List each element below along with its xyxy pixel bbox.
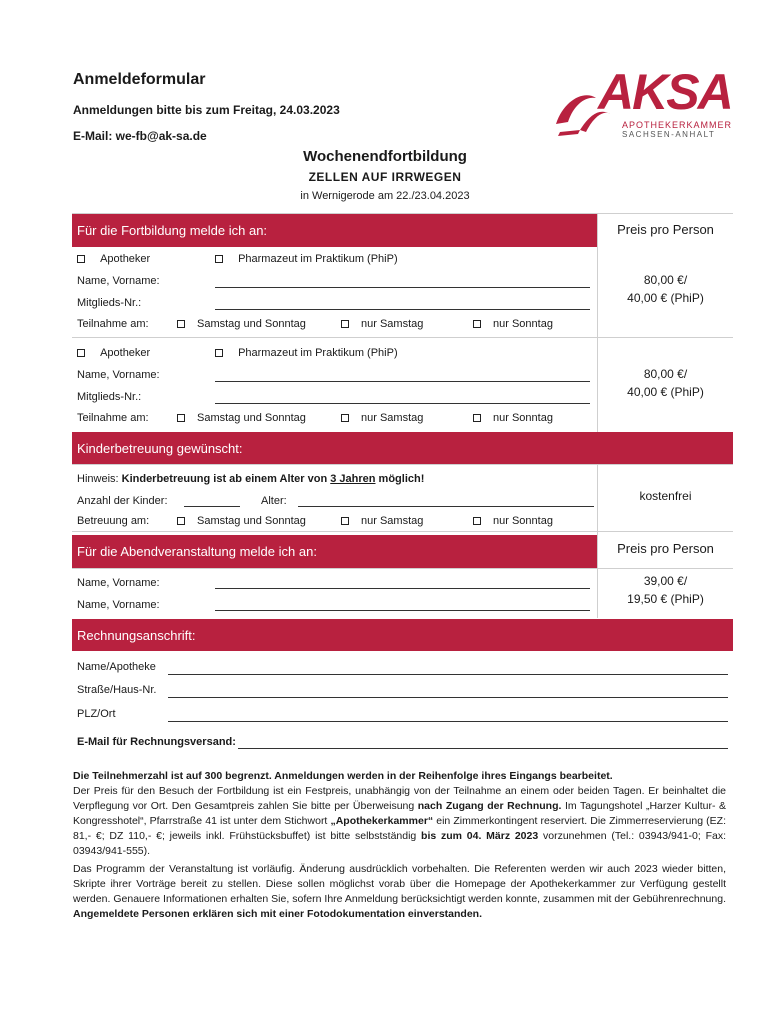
option-sun-label: nur Sonntag [493, 318, 553, 330]
billing-name-label: Name/Apotheke [77, 661, 156, 673]
option-both-label: Samstag und Sonntag [197, 412, 306, 424]
notes-paragraph-2 [73, 862, 726, 922]
hint-prefix: Hinweis: [77, 473, 122, 485]
option-both-label: Samstag und Sonntag [197, 318, 306, 330]
participant-2-type [77, 347, 150, 359]
section-kinder-title: Kinderbetreuung gewünscht: [77, 440, 243, 456]
checkbox-care-sun[interactable] [473, 517, 481, 525]
abend-name-label-2: Name, Vorname: [77, 599, 160, 611]
attend-row-1 [77, 318, 597, 330]
participant-1-type [77, 253, 150, 265]
notes-text: Im Tagungshotel „Harzer Kultur- & Kongresshotel“, Pfarrstraße 41 ist unter dem Stichwort [73, 800, 726, 827]
section-abend-title: Für die Abendveranstaltung melde ich an: [77, 544, 317, 559]
notes-text: ein Zimmerkontingent reserviert. Die Zimmerreservierung (EZ: 81,- €; DZ 110,- €; jeweils inkl. Frühstücksbuffet) ist bitte selbstständig [73, 815, 726, 842]
hint-bold: Kinderbetreuung ist ab einem Alter von [121, 473, 331, 485]
notes-bold: nach Zugang der Rechnung. [417, 800, 562, 812]
section-rechnung-title: Rechnungsanschrift: [77, 627, 196, 643]
price-fortbildung-2 [598, 365, 733, 401]
aksa-logo [550, 64, 735, 142]
attend-row-2 [77, 412, 597, 424]
section-fortbildung-title: Für die Fortbildung melde ich an: [77, 223, 268, 238]
option-sun-label: nur Sonntag [493, 412, 553, 424]
price-kinder: kostenfrei [639, 489, 692, 503]
checkbox-care-sat[interactable] [341, 517, 349, 525]
checkbox-phip-2[interactable] [215, 349, 223, 357]
section-rechnung-header [72, 619, 733, 651]
event-subtitle: ZELLEN AUF IRRWEGEN [308, 170, 462, 184]
checkbox-phip-1[interactable] [215, 255, 223, 263]
billing-city-field[interactable] [168, 721, 728, 722]
option-apotheker-label: Apotheker [100, 347, 151, 359]
option-both-label: Samstag und Sonntag [197, 515, 306, 527]
checkbox-apotheker-2[interactable] [77, 349, 85, 357]
price-line2: 40,00 € (PhiP) [627, 291, 704, 305]
logo-wordmark: AKSA [598, 64, 732, 120]
section-abend-header [72, 535, 597, 568]
price-header-abend: Preis pro Person [617, 541, 714, 556]
participant-2-phip [215, 347, 398, 359]
children-count-field[interactable] [184, 506, 240, 507]
option-apotheker-label: Apotheker [100, 253, 151, 265]
member-field-2[interactable] [215, 403, 590, 404]
name-field-2[interactable] [215, 381, 590, 382]
table-rule [72, 337, 733, 338]
checkbox-both-1[interactable] [177, 320, 185, 328]
table-rule [72, 464, 733, 465]
billing-email-label: E-Mail für Rechnungsversand: [77, 736, 236, 748]
billing-street-field[interactable] [168, 697, 728, 698]
checkbox-sat-1[interactable] [341, 320, 349, 328]
option-phip-label: Pharmazeut im Praktikum (PhiP) [238, 347, 398, 359]
price-header: Preis pro Person [617, 222, 714, 237]
option-sat-label: nur Samstag [361, 515, 424, 527]
checkbox-sun-1[interactable] [473, 320, 481, 328]
option-sat-label: nur Samstag [361, 318, 424, 330]
name-label-1: Name, Vorname: [77, 275, 160, 287]
logo-line2: SACHSEN-ANHALT [622, 130, 716, 139]
price-line1: 39,00 €/ [643, 574, 688, 588]
notes-bold: bis zum 04. März 2023 [421, 830, 539, 842]
table-rule [72, 531, 733, 532]
section-fortbildung-header [72, 214, 597, 247]
checkbox-both-2[interactable] [177, 414, 185, 422]
option-phip-label: Pharmazeut im Praktikum (PhiP) [238, 253, 398, 265]
price-fortbildung-1 [598, 271, 733, 307]
price-line1: 80,00 €/ [643, 367, 688, 381]
children-age-label: Alter: [261, 495, 287, 507]
price-line2: 40,00 € (PhiP) [627, 385, 704, 399]
logo-line1: APOTHEKERKAMMER [622, 120, 733, 130]
attend-label: Teilnahme am: [77, 412, 149, 424]
children-age-field[interactable] [298, 506, 594, 507]
hint-suffix: möglich! [375, 473, 425, 485]
checkbox-apotheker-1[interactable] [77, 255, 85, 263]
billing-name-field[interactable] [168, 674, 728, 675]
notes-text: Das Programm der Veranstaltung ist vorläufig. Änderung ausdrücklich vorbehalten. Die Referenten werden wir auch 2023 wieder bitten, Skripte ihrer Vorträge bereit zu stellen. Diese sollen möglichst vorab über die Homepage der Apothekerkammer zur Verfügung gestellt werden. Genauere Informationen erhalten Sie, sofern Ihre Anmeldung berücksichtigt werden konnte, zusammen mit der Gebührenrechnung. [73, 863, 726, 905]
notes-paragraph-1 [73, 769, 726, 859]
kinder-hint [77, 473, 424, 485]
price-line2: 19,50 € (PhiP) [627, 592, 704, 606]
participant-1-phip [215, 253, 398, 265]
price-abend [598, 572, 733, 608]
name-label-2: Name, Vorname: [77, 369, 160, 381]
checkbox-sat-2[interactable] [341, 414, 349, 422]
contact-email: E-Mail: we-fb@ak-sa.de [73, 129, 207, 143]
notes-text: Der Preis für den Besuch der Fortbildung ist ein Festpreis, unabhängig von der Teilnahme an einem oder beiden Tagen. Er beinhaltet die Verpflegung vor Ort. Den Gesamtpreis zahlen Sie bitte per Überweisung [73, 785, 726, 812]
member-label-2: Mitglieds-Nr.: [77, 391, 142, 403]
name-field-1[interactable] [215, 287, 590, 288]
abend-name-label-1: Name, Vorname: [77, 577, 160, 589]
member-field-1[interactable] [215, 309, 590, 310]
abend-name-field-1[interactable] [215, 588, 590, 589]
care-row [77, 515, 597, 527]
event-location: in Wernigerode am 22./23.04.2023 [300, 190, 470, 202]
notes-bold: Angemeldete Personen erklären sich mit einer Fotodokumentation einverstanden. [73, 908, 483, 920]
price-line1: 80,00 €/ [643, 273, 688, 287]
billing-street-label: Straße/Haus-Nr. [77, 684, 157, 696]
deadline-text: Anmeldungen bitte bis zum Freitag, 24.03.2023 [73, 103, 340, 117]
section-kinder-header [72, 432, 733, 464]
attend-label: Teilnahme am: [77, 318, 149, 330]
notes-text: vorzunehmen (Tel.: 03943/941-0; Fax: 03943/941-555). [73, 830, 726, 857]
table-rule [72, 568, 733, 569]
notes-bold: „Apothekerkammer“ [330, 815, 434, 827]
checkbox-care-both[interactable] [177, 517, 185, 525]
event-title: Wochenendfortbildung [303, 148, 467, 165]
member-label-1: Mitglieds-Nr.: [77, 297, 142, 309]
children-count-label: Anzahl der Kinder: [77, 495, 168, 507]
option-sat-label: nur Samstag [361, 412, 424, 424]
option-sun-label: nur Sonntag [493, 515, 553, 527]
care-label: Betreuung am: [77, 515, 150, 527]
billing-email-field[interactable] [238, 748, 728, 749]
abend-name-field-2[interactable] [215, 610, 590, 611]
notes-limit: Die Teilnehmerzahl ist auf 300 begrenzt. Anmeldungen werden in der Reihenfolge ihres Eingangs bearbeitet. [73, 770, 613, 782]
billing-city-label: PLZ/Ort [77, 708, 116, 720]
checkbox-sun-2[interactable] [473, 414, 481, 422]
hint-age: 3 Jahren [330, 473, 376, 485]
form-title: Anmeldeformular [73, 71, 206, 88]
